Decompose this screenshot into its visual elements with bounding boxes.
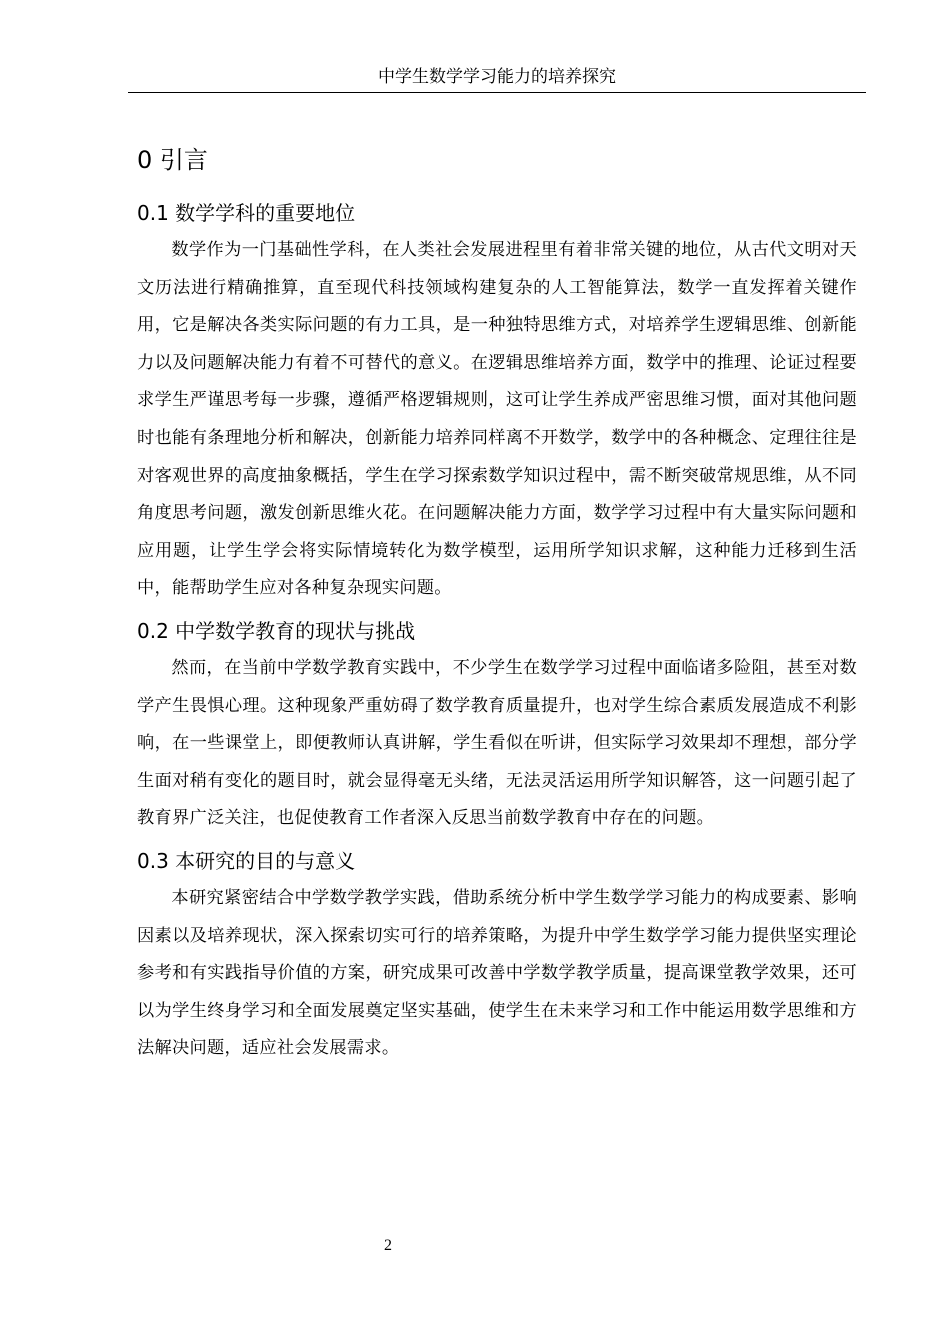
subsection-heading-0-3: 0.3 本研究的目的与意义: [137, 848, 356, 873]
paragraph-0-2: 然而，在当前中学数学教育实践中，不少学生在数学学习过程中面临诸多险阻，甚至对数学产生畏惧心理。这种现象严重妨碍了数学教育质量提升，也对学生综合素质发展造成不利影响，在一些课堂上，即便教师认真讲解，学生看似在听讲，但实际学习效果却不理想，部分学生面对稍有变化的题目时，就会显得毫无头绪，无法灵活运用所学知识解答，这一问题引起了教育界广泛关注，也促使教育工作者深入反思当前数学教育中存在的问题。: [137, 657, 857, 829]
header-divider: [128, 92, 866, 93]
section-heading: 0 引言: [137, 146, 208, 174]
paragraph-0-1: 数学作为一门基础性学科，在人类社会发展进程里有着非常关键的地位，从古代文明对天文历法进行精确推算，直至现代科技领域构建复杂的人工智能算法，数学一直发挥着关键作用，它是解决各类实际问题的有力工具，是一种独特思维方式，对培养学生逻辑思维、创新能力以及问题解决能力有着不可替代的意义。在逻辑思维培养方面，数学中的推理、论证过程要求学生严谨思考每一步骤，遵循严格逻辑规则，这可让学生养成严密思维习惯，面对其他问题时也能有条理地分析和解决，创新能力培养同样离不开数学，数学中的各种概念、定理往往是对客观世界的高度抽象概括，学生在学习探索数学知识过程中，需不断突破常规思维，从不同角度思考问题，激发创新思维火花。在问题解决能力方面，数学学习过程中有大量实际问题和应用题，让学生学会将实际情境转化为数学模型，运用所学知识求解，这种能力迁移到生活中，能帮助学生应对各种复杂现实问题。: [137, 240, 857, 599]
running-header: 中学生数学学习能力的培养探究: [378, 67, 616, 87]
subsection-heading-0-2: 0.2 中学数学教育的现状与挑战: [137, 618, 416, 643]
paragraph-0-3: 本研究紧密结合中学数学教学实践，借助系统分析中学生数学学习能力的构成要素、影响因素以及培养现状，深入探索切实可行的培养策略，为提升中学生数学学习能力提供坚实理论参考和有实践指导价值的方案，研究成果可改善中学数学教学质量，提高课堂教学效果，还可以为学生终身学习和全面发展奠定坚实基础，使学生在未来学习和工作中能运用数学思维和方法解决问题，适应社会发展需求。: [137, 887, 857, 1059]
subsection-heading-0-1: 0.1 数学学科的重要地位: [137, 201, 356, 225]
page-number: 2: [384, 1237, 392, 1254]
page-content: [137, 140, 857, 1076]
